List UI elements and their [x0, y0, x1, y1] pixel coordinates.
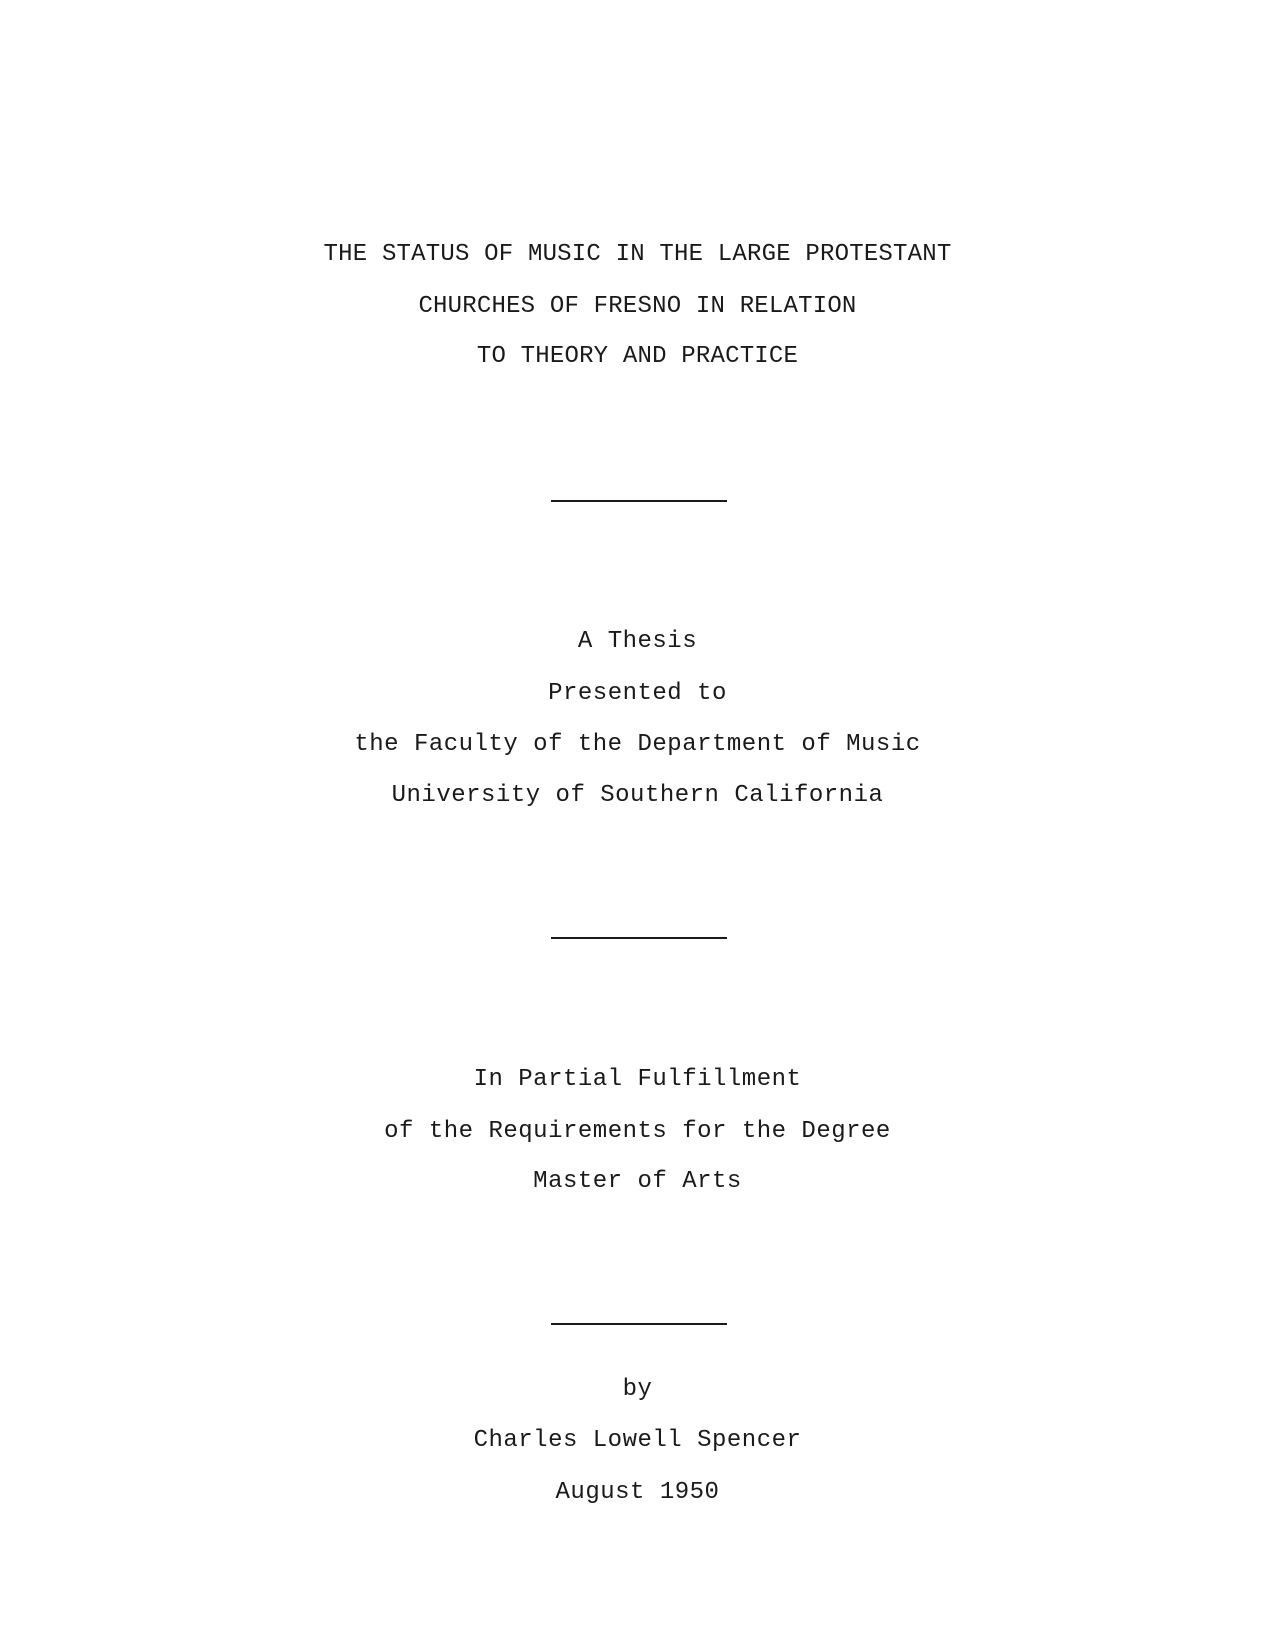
title-line-3: TO THEORY AND PRACTICE	[476, 343, 799, 370]
divider-rule-2	[551, 937, 727, 939]
divider-rule-3	[551, 1323, 727, 1325]
divider-rule-1	[551, 500, 727, 502]
fulfillment-line-1: In Partial Fulfillment	[473, 1066, 802, 1093]
presented-to-line: Presented to	[548, 680, 727, 707]
fulfillment-line-2: of the Requirements for the Degree	[384, 1118, 891, 1145]
title-line-2: CHURCHES OF FRESNO IN RELATION	[418, 293, 857, 320]
university-line: University of Southern California	[391, 782, 884, 809]
title-line-1: THE STATUS OF MUSIC IN THE LARGE PROTESTANT	[323, 241, 952, 268]
thesis-label: A Thesis	[577, 628, 698, 655]
degree-line: Master of Arts	[533, 1168, 742, 1195]
author-name: Charles Lowell Spencer	[473, 1427, 802, 1454]
date-line: August 1950	[555, 1479, 720, 1506]
faculty-line: the Faculty of the Department of Music	[354, 731, 921, 758]
by-line: by	[622, 1376, 653, 1403]
